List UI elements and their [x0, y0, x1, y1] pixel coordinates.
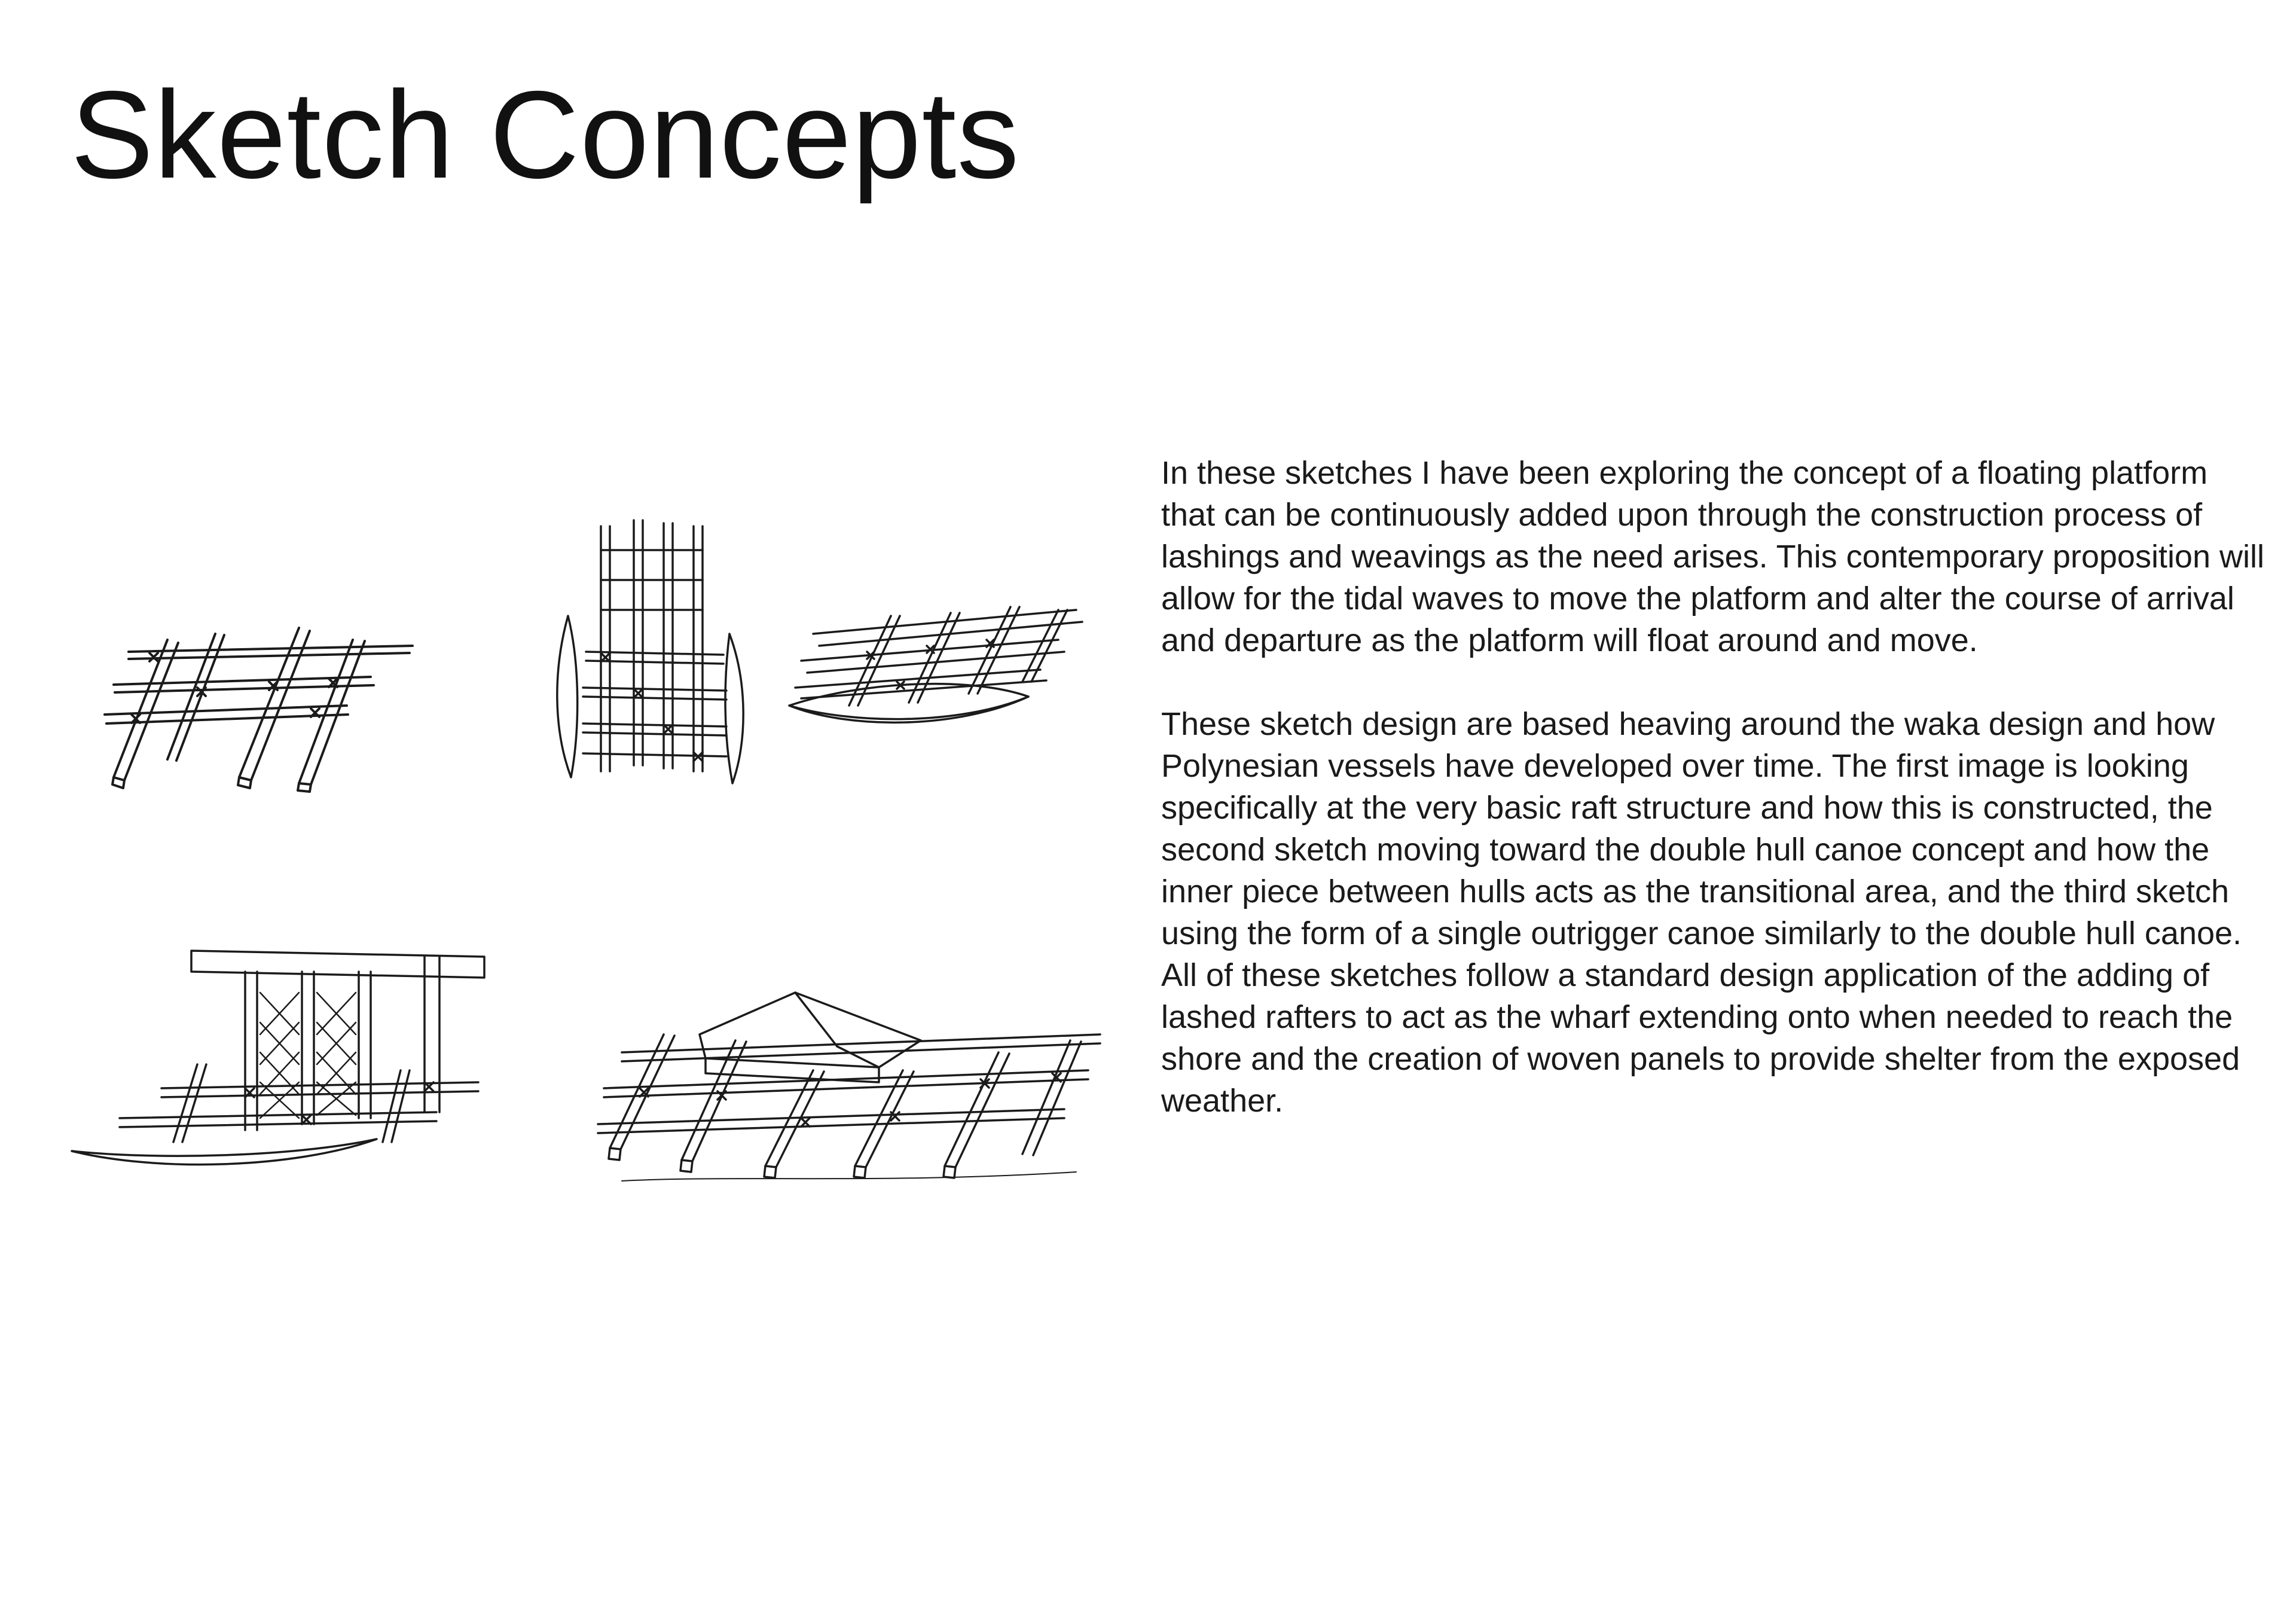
raft-structure-sketch: [72, 598, 425, 795]
wharf-sketch-drawing: [586, 969, 1112, 1196]
description-paragraph-2: These sketch design are based heaving around the waka design and how Polynesian vessels have developed over time. The first image is looking specifically at the very basic raft structure and how this is constructed, the second sketch moving toward the double hull canoe concept and how the inner piece between hulls acts as the transitional area, and the third sketch using the form of a single outrigger canoe similarly to the double hull canoe. All of these sketches follow a standard design application of the adding of lashed rafters to act as the wharf extending onto when needed to reach the shore and the creation of woven panels to provide shelter from the exposed weather.: [1161, 706, 2242, 1119]
woven-panel-shelter-sketch: [66, 945, 496, 1172]
outrigger-sketch-drawing: [777, 592, 1100, 741]
page-title: Sketch Concepts: [71, 66, 1020, 204]
roofed-wharf-sketch: [586, 969, 1112, 1196]
shelter-sketch-drawing: [66, 945, 496, 1172]
description-text: [1161, 452, 2267, 1164]
raft-sketch-drawing: [72, 598, 425, 795]
double-hull-canoe-sketch: [550, 514, 753, 801]
description-paragraph-1: In these sketches I have been exploring the concept of a floating platform that can be continuously added upon through the construction process of lashings and weavings as the need arises. This contemporary proposition will allow for the tidal waves to move the platform and alter the course of arrival and departure as the platform will float around and move.: [1161, 455, 2264, 658]
outrigger-platform-sketch: [777, 592, 1100, 741]
double-hull-sketch-drawing: [550, 514, 753, 801]
